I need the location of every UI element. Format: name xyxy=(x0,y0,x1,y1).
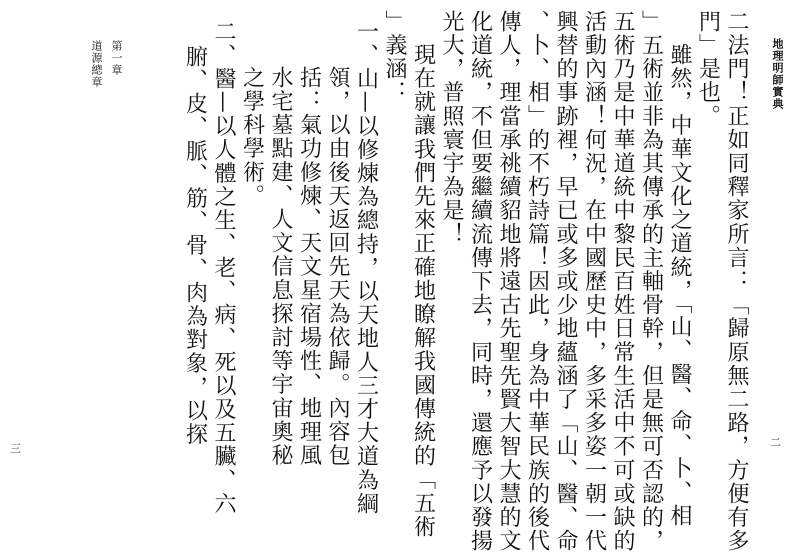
text-column: 之學科學術。 xyxy=(239,66,265,208)
list-item-heading: 二、醫—以人體之生、老、病、死以及五臟、六 xyxy=(211,20,236,516)
list-item-heading: 一、山—以修煉為總持，以天地人三才大道為綱 xyxy=(353,20,379,516)
text-column: 、卜、相」的不朽詩篇！因此，身為中華民族的後代 xyxy=(524,10,550,553)
text-column: 雖然，中華文化之道統，「山、醫、命、卜、相 xyxy=(667,43,692,528)
text-column: 水宅墓點建、人文信息探討等宇宙奧秘 xyxy=(268,66,293,468)
text-column: 括：氣功修煉、天文星宿場性、地理風 xyxy=(296,66,322,468)
book-title: 地理明師實典 xyxy=(771,38,784,110)
text-column: 腑、皮、脈、筋、骨、肉為對象，以探 xyxy=(182,45,208,447)
text-column: 」義涵： xyxy=(382,10,407,105)
text-column: 興替的事跡裡，早已或多或少地蘊涵了「山、醫、命 xyxy=(553,10,578,553)
chapter-label: 第一章 xyxy=(110,40,123,76)
text-column: 領，以由後天返回先天為依歸。內容包 xyxy=(325,66,350,468)
page-number-right: 二 xyxy=(770,436,781,449)
text-column: 活動內涵！何況，在中國歷史中，多采多姿一朝一代 xyxy=(581,10,607,553)
text-column: 光大，普照寰宇為是！ xyxy=(439,10,464,246)
page-number-left: 三 xyxy=(10,442,21,455)
text-column: 五術乃是中華道統中黎民百姓日常生活中不可或缺的 xyxy=(610,10,635,553)
text-column: 」五術並非為其傳承的主軸骨幹，但是無可否認的， xyxy=(638,10,664,553)
text-column: 傳人，理當承祧續貂地將遠古先聖先賢大智大慧的文 xyxy=(496,10,521,553)
text-column: 門」是也。 xyxy=(695,10,721,128)
chapter-title: 道源總章 xyxy=(90,40,103,88)
body-text xyxy=(32,10,750,553)
text-column: 現在就讓我們先來正確地瞭解我國傳統的「五術 xyxy=(410,43,436,539)
text-column: 化道統，不但要繼續流傳下去，同時，還應予以發揚 xyxy=(467,10,493,553)
text-column: 二法門！正如同釋家所言：「歸原無二路，方便有多 xyxy=(724,10,749,553)
